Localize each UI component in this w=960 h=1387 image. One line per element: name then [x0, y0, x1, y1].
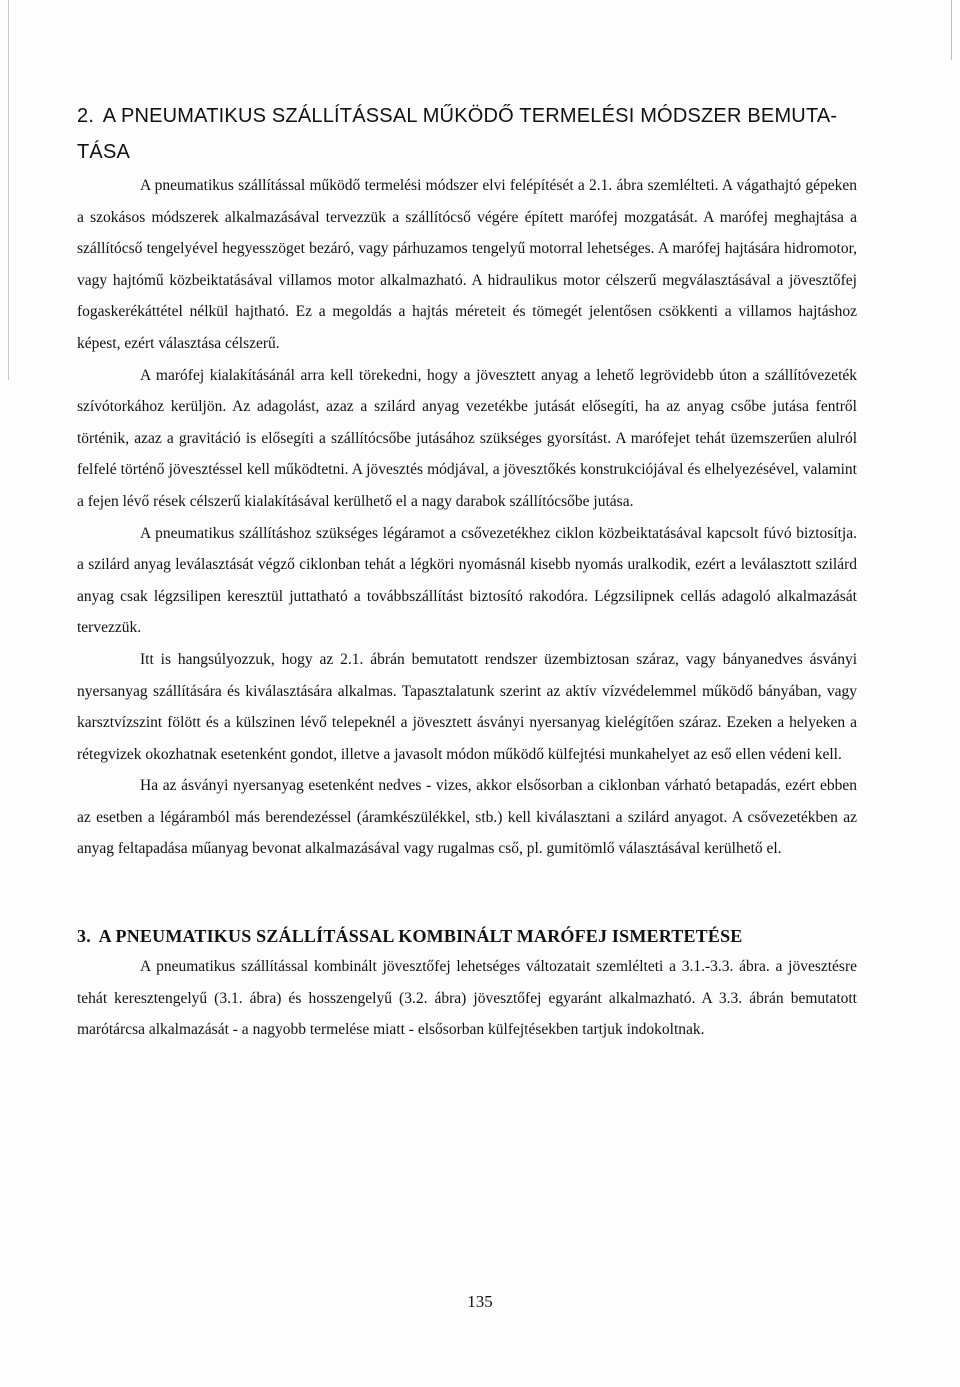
page-number: 135 — [467, 1292, 493, 1311]
section-3-title: A PNEUMATIKUS SZÁLLÍTÁSSAL KOMBINÁLT MARÓFEJ ISMERTETÉSE — [98, 926, 743, 947]
section-2-paragraph-5: Ha az ásványi nyersanyag esetenként nedves - vizes, akkor elsősorban a ciklonban várható betapadás, ezért ebben az esetben a légáramból más berendezéssel (áramkészülékkel, stb.) kell kiválasztani a szilárd anyagot. A csővezetékben az anyag feltapadása műanyag bevonat alkalmazásával vagy rugalmas cső, pl. gumitömlő választásával kerülhető el. — [77, 777, 857, 858]
section-2-paragraph-4: Itt is hangsúlyozzuk, hogy az 2.1. ábrán bemutatott rendszer üzembiztosan száraz, vagy bányanedves ásványi nyersanyag szállítására és kiválasztására alkalmas. Tapasztalatunk szerint az aktív vízvédelemmel működő bányában, vagy karsztvízszint fölött és a külszinen lévő telepeknél a jövesztett ásványi nyersanyag kielégítően száraz. Ezeken a helyeken a rétegvizek okozhatnak esetenként gondot, illetve a javasolt módon működő külfejtési munkahelyet az eső ellen védeni kell. — [77, 650, 857, 763]
section-3-paragraph-1: A pneumatikus szállítással kombinált jövesztőfej lehetséges változatait szemlélteti a 3.1.-3.3. ábra. a jövesztésre tehát keresztengelyű (3.1. ábra) és hosszengelyű (3.2. ábra) jövesztőfej egyaránt alkalmazható. A 3.3. ábrán bemutatott marótárcsa alkalmazását - a nagyobb termelése miatt - elsősorban külfejtésekben tartjuk indokoltnak. — [77, 958, 857, 1039]
section-3-heading — [77, 921, 857, 951]
section-2-paragraph-1: A pneumatikus szállítással működő termelési módszer elvi felépítését a 2.1. ábra szemlélteti. A vágathajtó gépeken a szokásos módszerek alkalmazásával tervezzük a szállítócső végére épített marófej mozgatását. A marófej meghajtása a szállítócső tengelyével hegyesszöget bezáró, vagy párhuzamos tengelyű motorral lehetséges. A marófej hajtására hidromotor, vagy hajtómű közbeiktatásával villamos motor alkalmazható. A hidraulikus motor célszerű megválasztásával a jövesztőfej fogaskerékáttétel nélkül hajtható. Ez a megoldás a hajtás méreteit és tömegét jelentősen csökkenti a villamos hajtáshoz képest, ezért választása célszerű. — [77, 177, 857, 352]
section-2-paragraph-2: A marófej kialakításánál arra kell törekedni, hogy a jövesztett anyag a lehető legrövidebb úton a szállítóvezeték szívótorkához kerüljön. Az adagolást, azaz a szilárd anyag vezetékbe jutását elősegíti, ha az anyag csőbe jutása fentről történik, azaz a gravitáció is elősegíti a szállítócsőbe jutásához szükséges gyorsítást. A marófejet tehát üzemszerűen alulról felfelé történő jövesztéssel kell működtetni. A jövesztés módjával, a jövesztőkés konstrukciójával és elhelyezésével, valamint a fejen lévő rések célszerű kialakításával kerülhető el a nagy darabok szállítócsőbe jutása. — [77, 366, 857, 510]
section-2-heading — [77, 98, 857, 170]
section-2-paragraph-3: A pneumatikus szállításhoz szükséges légáramot a csővezetékhez ciklon közbeiktatásával kapcsolt fúvó biztosítja. a szilárd anyag leválasztását végző ciklonban tehát a légköri nyomásnál kisebb nyomás uralkodik, ezért a leválasztott szilárd anyag csak légzsilipen keresztül juttatható a továbbszállítást biztosító rakodóra. Légzsilipnek cellás adagoló alkalmazását tervezzük. — [77, 524, 857, 637]
section-2-number: 2. — [77, 105, 95, 127]
scan-edge-left — [8, 0, 9, 380]
section-2-title: A PNEUMATIKUS SZÁLLÍTÁSSAL MŰKÖDŐ TERMELÉSI MÓDSZER BEMUTA-TÁSA — [77, 105, 838, 163]
section-3-number: 3. — [77, 926, 91, 947]
page-content — [77, 98, 857, 1046]
scan-edge-right — [951, 0, 952, 60]
